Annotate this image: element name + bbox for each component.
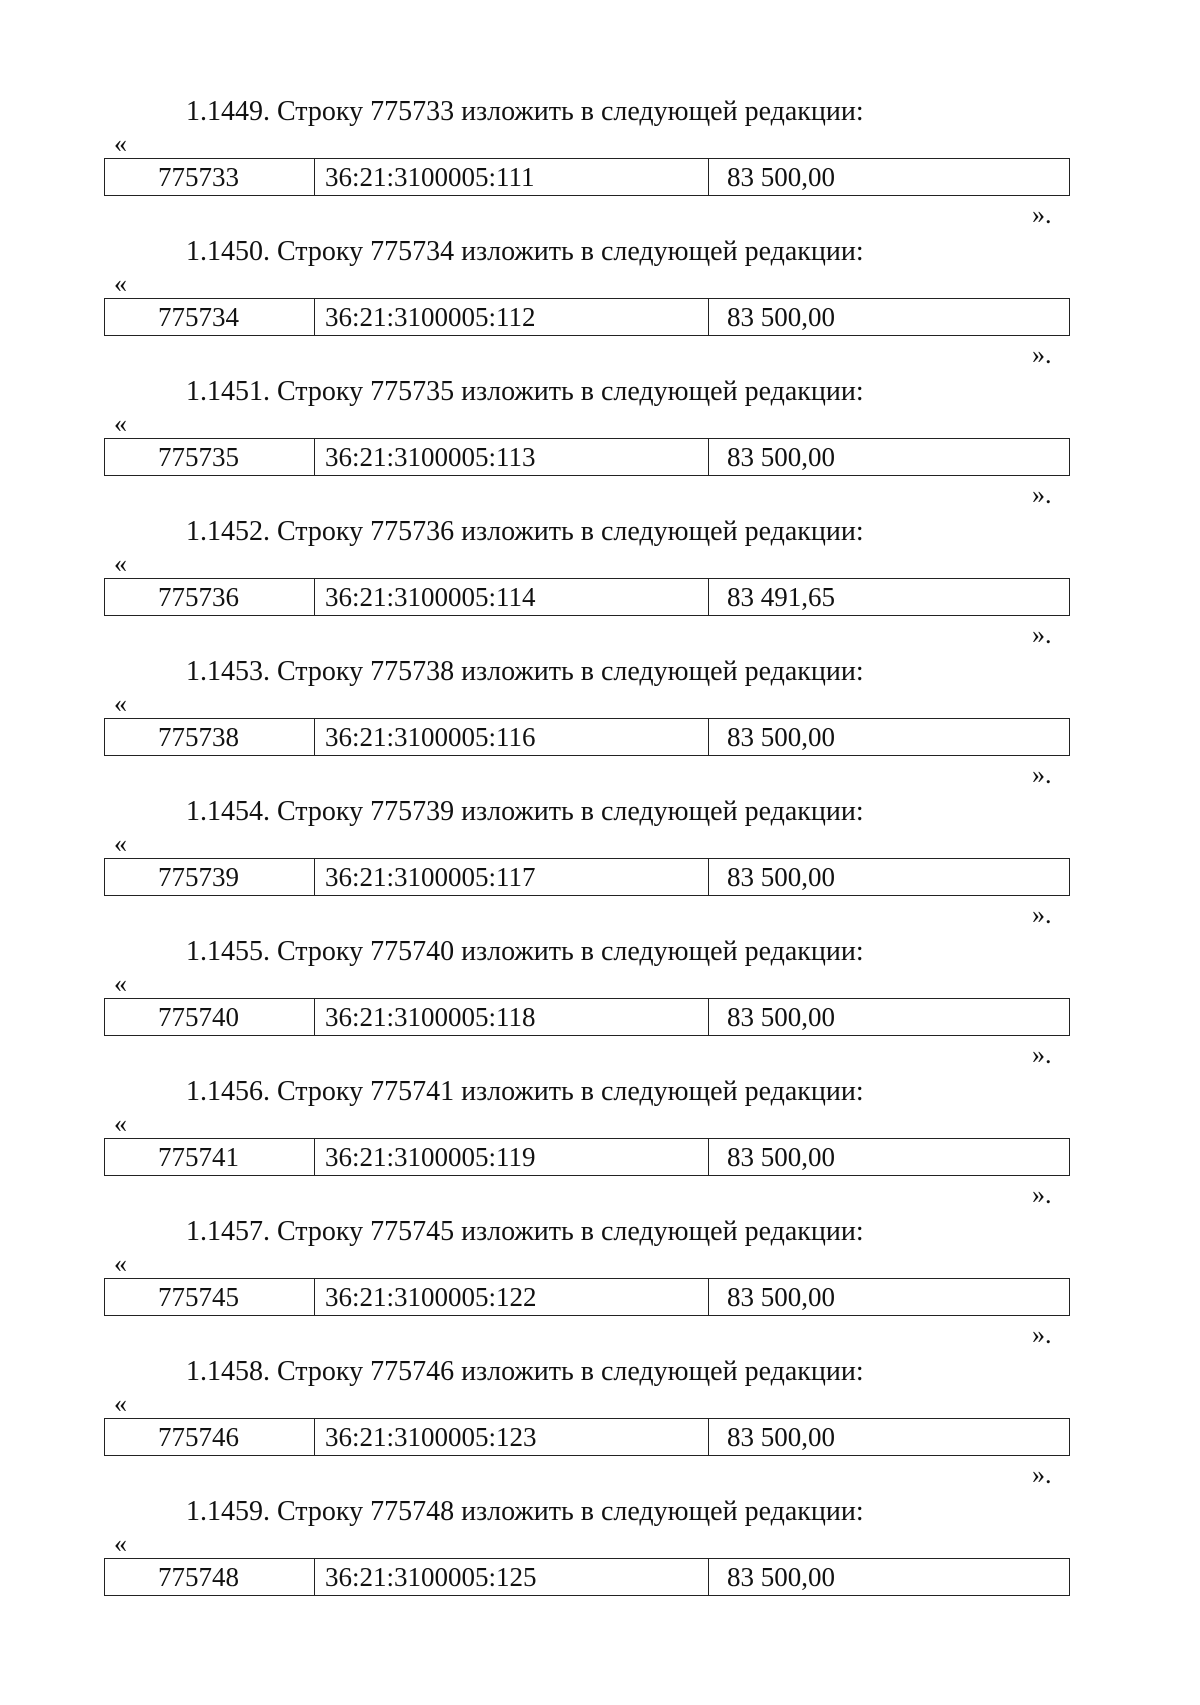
row-number-cell: 775745 [105, 1279, 315, 1315]
amount-cell: 83 500,00 [727, 1282, 835, 1312]
amendment-block [0, 200, 1200, 376]
opening-quote: « [114, 269, 127, 298]
table-row [104, 998, 1070, 1036]
row-number-cell: 775738 [105, 719, 315, 755]
opening-quote: « [114, 1109, 127, 1138]
opening-quote: « [114, 129, 127, 158]
amendment-heading: 1.1454. Строку 775739 изложить в следующей редакции: [186, 796, 864, 827]
amendment-block [0, 480, 1200, 656]
amendment-block [0, 96, 1200, 236]
cadastral-number-cell: 36:21:3100005:112 [315, 299, 709, 335]
opening-quote: « [114, 409, 127, 438]
opening-quote: « [114, 689, 127, 718]
table-row [104, 1138, 1070, 1176]
amendment-block [0, 1180, 1200, 1356]
cadastral-number-cell: 36:21:3100005:125 [315, 1559, 709, 1595]
closing-quote: ». [1032, 1460, 1052, 1489]
cadastral-number-cell: 36:21:3100005:117 [315, 859, 709, 895]
amendment-heading: 1.1453. Строку 775738 изложить в следующей редакции: [186, 656, 864, 687]
table-row [104, 1558, 1070, 1596]
amendment-block [0, 340, 1200, 516]
table-row [104, 1278, 1070, 1316]
cadastral-number-cell: 36:21:3100005:118 [315, 999, 709, 1035]
amendment-block [0, 1460, 1200, 1636]
amendment-heading: 1.1455. Строку 775740 изложить в следующей редакции: [186, 936, 864, 967]
amendment-heading: 1.1456. Строку 775741 изложить в следующей редакции: [186, 1076, 864, 1107]
closing-quote: ». [1032, 760, 1052, 789]
table-row [104, 858, 1070, 896]
opening-quote: « [114, 969, 127, 998]
opening-quote: « [114, 549, 127, 578]
opening-quote: « [114, 829, 127, 858]
row-number-cell: 775736 [105, 579, 315, 615]
cadastral-number-cell: 36:21:3100005:113 [315, 439, 709, 475]
cadastral-number-cell: 36:21:3100005:111 [315, 159, 709, 195]
amendment-block [0, 760, 1200, 936]
opening-quote: « [114, 1249, 127, 1278]
amendment-block [0, 1320, 1200, 1496]
cadastral-number-cell: 36:21:3100005:123 [315, 1419, 709, 1455]
row-number-cell: 775748 [105, 1559, 315, 1595]
amendment-heading: 1.1451. Строку 775735 изложить в следующей редакции: [186, 376, 864, 407]
table-row [104, 1418, 1070, 1456]
row-number-cell: 775733 [105, 159, 315, 195]
row-number-cell: 775739 [105, 859, 315, 895]
amount-cell: 83 500,00 [727, 1142, 835, 1172]
row-number-cell: 775746 [105, 1419, 315, 1455]
amount-cell: 83 500,00 [727, 1002, 835, 1032]
amount-cell: 83 500,00 [727, 862, 835, 892]
table-row [104, 438, 1070, 476]
cadastral-number-cell: 36:21:3100005:116 [315, 719, 709, 755]
row-number-cell: 775740 [105, 999, 315, 1035]
opening-quote: « [114, 1529, 127, 1558]
closing-quote: ». [1032, 340, 1052, 369]
amendment-block [0, 1040, 1200, 1216]
amount-cell: 83 500,00 [727, 1422, 835, 1452]
closing-quote: ». [1032, 480, 1052, 509]
closing-quote: ». [1032, 620, 1052, 649]
amount-cell: 83 500,00 [727, 302, 835, 332]
table-row [104, 718, 1070, 756]
row-number-cell: 775734 [105, 299, 315, 335]
table-row [104, 578, 1070, 616]
amendment-heading: 1.1458. Строку 775746 изложить в следующей редакции: [186, 1356, 864, 1387]
opening-quote: « [114, 1389, 127, 1418]
table-row [104, 298, 1070, 336]
amendment-heading: 1.1459. Строку 775748 изложить в следующей редакции: [186, 1496, 864, 1527]
closing-quote: ». [1032, 1320, 1052, 1349]
amendment-heading: 1.1457. Строку 775745 изложить в следующей редакции: [186, 1216, 864, 1247]
closing-quote: ». [1032, 1040, 1052, 1069]
cadastral-number-cell: 36:21:3100005:122 [315, 1279, 709, 1315]
amount-cell: 83 500,00 [727, 722, 835, 752]
closing-quote: ». [1032, 200, 1052, 229]
cadastral-number-cell: 36:21:3100005:119 [315, 1139, 709, 1175]
amount-cell: 83 500,00 [727, 162, 835, 192]
amendment-heading: 1.1449. Строку 775733 изложить в следующей редакции: [186, 96, 864, 127]
amendment-heading: 1.1452. Строку 775736 изложить в следующей редакции: [186, 516, 864, 547]
amendment-heading: 1.1450. Строку 775734 изложить в следующей редакции: [186, 236, 864, 267]
amount-cell: 83 491,65 [727, 582, 835, 612]
table-row [104, 158, 1070, 196]
closing-quote: ». [1032, 900, 1052, 929]
amendment-block [0, 620, 1200, 796]
amount-cell: 83 500,00 [727, 1562, 835, 1592]
amount-cell: 83 500,00 [727, 442, 835, 472]
closing-quote: ». [1032, 1180, 1052, 1209]
amendment-block [0, 900, 1200, 1076]
cadastral-number-cell: 36:21:3100005:114 [315, 579, 709, 615]
row-number-cell: 775741 [105, 1139, 315, 1175]
row-number-cell: 775735 [105, 439, 315, 475]
